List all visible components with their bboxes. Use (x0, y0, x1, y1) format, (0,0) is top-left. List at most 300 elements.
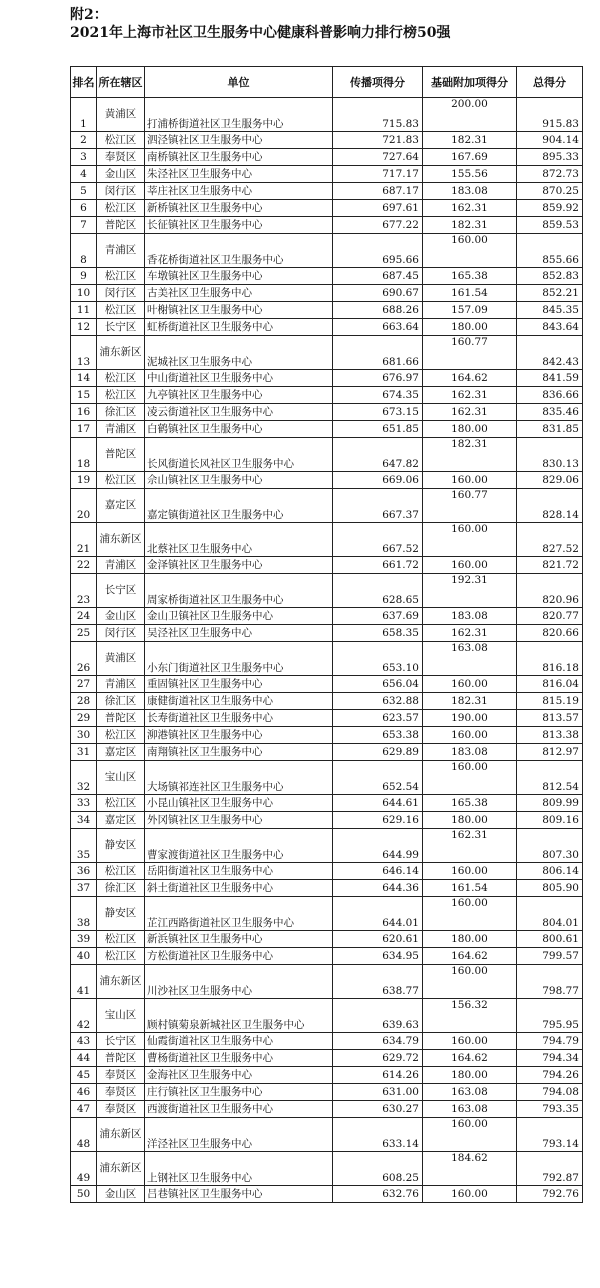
cell-district: 奉贤区 (97, 1101, 145, 1118)
cell-district: 嘉定区 (97, 744, 145, 761)
cell-spread-score: 695.66 (333, 234, 423, 268)
cell-total-score: 836.66 (517, 387, 583, 404)
table-row (71, 268, 583, 285)
cell-unit: 北蔡社区卫生服务中心 (145, 523, 333, 557)
table-row (71, 863, 583, 880)
cell-spread-score: 634.95 (333, 948, 423, 965)
table-row (71, 948, 583, 965)
cell-spread-score: 620.61 (333, 931, 423, 948)
cell-total-score: 794.26 (517, 1067, 583, 1084)
cell-rank: 14 (71, 370, 97, 387)
cell-district: 普陀区 (97, 1050, 145, 1067)
cell-unit: 凌云街道社区卫生服务中心 (145, 404, 333, 421)
cell-bonus-score: 167.69 (423, 149, 517, 166)
cell-rank: 45 (71, 1067, 97, 1084)
cell-district: 长宁区 (97, 319, 145, 336)
table-row (71, 200, 583, 217)
cell-total-score: 872.73 (517, 166, 583, 183)
cell-district: 金山区 (97, 608, 145, 625)
cell-district: 宝山区 (97, 999, 145, 1033)
table-row (71, 1186, 583, 1203)
cell-unit: 泥城社区卫生服务中心 (145, 336, 333, 370)
cell-district: 奉贤区 (97, 1084, 145, 1101)
table-row (71, 285, 583, 302)
cell-unit: 莘庄社区卫生服务中心 (145, 183, 333, 200)
cell-total-score: 805.90 (517, 880, 583, 897)
cell-spread-score: 630.27 (333, 1101, 423, 1118)
cell-district: 静安区 (97, 897, 145, 931)
cell-spread-score: 653.10 (333, 642, 423, 676)
table-row (71, 897, 583, 931)
cell-rank: 1 (71, 98, 97, 132)
cell-district: 松江区 (97, 863, 145, 880)
cell-district: 普陀区 (97, 217, 145, 234)
cell-spread-score: 632.88 (333, 693, 423, 710)
cell-unit: 九亭镇社区卫生服务中心 (145, 387, 333, 404)
cell-bonus-score: 162.31 (423, 829, 517, 863)
cell-rank: 17 (71, 421, 97, 438)
cell-total-score: 794.34 (517, 1050, 583, 1067)
cell-rank: 3 (71, 149, 97, 166)
cell-district: 浦东新区 (97, 965, 145, 999)
cell-spread-score: 673.15 (333, 404, 423, 421)
cell-unit: 庄行镇社区卫生服务中心 (145, 1084, 333, 1101)
cell-spread-score: 647.82 (333, 438, 423, 472)
cell-rank: 36 (71, 863, 97, 880)
cell-rank: 41 (71, 965, 97, 999)
cell-district: 浦东新区 (97, 336, 145, 370)
cell-bonus-score: 161.54 (423, 880, 517, 897)
table-row (71, 727, 583, 744)
cell-unit: 方松街道社区卫生服务中心 (145, 948, 333, 965)
table-row (71, 1050, 583, 1067)
cell-total-score: 915.83 (517, 98, 583, 132)
cell-rank: 49 (71, 1152, 97, 1186)
ranking-table (70, 66, 583, 1203)
cell-bonus-score: 163.08 (423, 642, 517, 676)
table-row (71, 98, 583, 132)
cell-total-score: 828.14 (517, 489, 583, 523)
cell-spread-score: 638.77 (333, 965, 423, 999)
cell-unit: 洋泾社区卫生服务中心 (145, 1118, 333, 1152)
cell-rank: 19 (71, 472, 97, 489)
cell-total-score: 831.85 (517, 421, 583, 438)
cell-bonus-score: 160.00 (423, 676, 517, 693)
cell-district: 黄浦区 (97, 642, 145, 676)
cell-rank: 25 (71, 625, 97, 642)
cell-unit: 南翔镇社区卫生服务中心 (145, 744, 333, 761)
table-row (71, 965, 583, 999)
cell-rank: 18 (71, 438, 97, 472)
cell-rank: 12 (71, 319, 97, 336)
cell-bonus-score: 160.00 (423, 897, 517, 931)
cell-bonus-score: 157.09 (423, 302, 517, 319)
cell-spread-score: 608.25 (333, 1152, 423, 1186)
cell-district: 松江区 (97, 727, 145, 744)
cell-total-score: 816.04 (517, 676, 583, 693)
cell-unit: 周家桥街道社区卫生服务中心 (145, 574, 333, 608)
cell-district: 金山区 (97, 166, 145, 183)
cell-district: 徐汇区 (97, 880, 145, 897)
cell-bonus-score: 182.31 (423, 132, 517, 149)
table-row (71, 149, 583, 166)
cell-total-score: 812.54 (517, 761, 583, 795)
cell-unit: 西渡街道社区卫生服务中心 (145, 1101, 333, 1118)
cell-bonus-score: 165.38 (423, 795, 517, 812)
table-row (71, 387, 583, 404)
cell-total-score: 809.99 (517, 795, 583, 812)
cell-district: 闵行区 (97, 285, 145, 302)
cell-bonus-score: 183.08 (423, 744, 517, 761)
appendix-label: 附2： (70, 7, 108, 23)
cell-rank: 35 (71, 829, 97, 863)
cell-district: 松江区 (97, 302, 145, 319)
cell-rank: 7 (71, 217, 97, 234)
cell-unit: 古美社区卫生服务中心 (145, 285, 333, 302)
cell-spread-score: 628.65 (333, 574, 423, 608)
cell-total-score: 830.13 (517, 438, 583, 472)
table-row (71, 319, 583, 336)
cell-district: 长宁区 (97, 574, 145, 608)
cell-rank: 33 (71, 795, 97, 812)
header-bonus-score: 基础附加项得分 (423, 67, 517, 98)
cell-rank: 37 (71, 880, 97, 897)
cell-spread-score: 637.69 (333, 608, 423, 625)
cell-bonus-score: 160.00 (423, 965, 517, 999)
table-row (71, 1118, 583, 1152)
cell-district: 普陀区 (97, 710, 145, 727)
cell-unit: 上钢社区卫生服务中心 (145, 1152, 333, 1186)
cell-unit: 金山卫镇社区卫生服务中心 (145, 608, 333, 625)
cell-bonus-score: 164.62 (423, 370, 517, 387)
cell-bonus-score: 163.08 (423, 1101, 517, 1118)
cell-rank: 28 (71, 693, 97, 710)
table-row (71, 625, 583, 642)
cell-total-score: 820.96 (517, 574, 583, 608)
cell-unit: 外冈镇社区卫生服务中心 (145, 812, 333, 829)
cell-total-score: 852.21 (517, 285, 583, 302)
header-total-score: 总得分 (517, 67, 583, 98)
table-row (71, 1033, 583, 1050)
cell-bonus-score: 160.00 (423, 863, 517, 880)
cell-total-score: 870.25 (517, 183, 583, 200)
cell-rank: 20 (71, 489, 97, 523)
cell-spread-score: 697.61 (333, 200, 423, 217)
cell-unit: 泗泾镇社区卫生服务中心 (145, 132, 333, 149)
cell-unit: 长征镇社区卫生服务中心 (145, 217, 333, 234)
cell-spread-score: 727.64 (333, 149, 423, 166)
cell-district: 松江区 (97, 370, 145, 387)
cell-rank: 43 (71, 1033, 97, 1050)
cell-bonus-score: 160.00 (423, 727, 517, 744)
cell-spread-score: 644.36 (333, 880, 423, 897)
table-row (71, 608, 583, 625)
cell-bonus-score: 160.00 (423, 1033, 517, 1050)
table-row (71, 642, 583, 676)
cell-spread-score: 629.16 (333, 812, 423, 829)
cell-district: 浦东新区 (97, 523, 145, 557)
cell-unit: 顾村镇菊泉新城社区卫生服务中心 (145, 999, 333, 1033)
cell-spread-score: 717.17 (333, 166, 423, 183)
cell-district: 松江区 (97, 132, 145, 149)
cell-rank: 2 (71, 132, 97, 149)
cell-district: 奉贤区 (97, 149, 145, 166)
cell-rank: 48 (71, 1118, 97, 1152)
cell-bonus-score: 182.31 (423, 438, 517, 472)
cell-bonus-score: 182.31 (423, 217, 517, 234)
cell-rank: 32 (71, 761, 97, 795)
cell-total-score: 800.61 (517, 931, 583, 948)
cell-district: 闵行区 (97, 625, 145, 642)
cell-spread-score: 623.57 (333, 710, 423, 727)
cell-unit: 金海社区卫生服务中心 (145, 1067, 333, 1084)
cell-spread-score: 667.37 (333, 489, 423, 523)
table-row (71, 812, 583, 829)
cell-bonus-score: 165.38 (423, 268, 517, 285)
table-row (71, 744, 583, 761)
cell-bonus-score: 162.31 (423, 625, 517, 642)
table-row (71, 234, 583, 268)
table-row (71, 217, 583, 234)
table-row (71, 574, 583, 608)
cell-unit: 仙霞街道社区卫生服务中心 (145, 1033, 333, 1050)
cell-total-score: 813.57 (517, 710, 583, 727)
cell-total-score: 809.16 (517, 812, 583, 829)
cell-total-score: 820.66 (517, 625, 583, 642)
cell-unit: 曹家渡街道社区卫生服务中心 (145, 829, 333, 863)
cell-unit: 打浦桥街道社区卫生服务中心 (145, 98, 333, 132)
cell-rank: 31 (71, 744, 97, 761)
cell-district: 松江区 (97, 387, 145, 404)
table-row (71, 370, 583, 387)
cell-spread-score: 687.45 (333, 268, 423, 285)
cell-rank: 10 (71, 285, 97, 302)
cell-rank: 44 (71, 1050, 97, 1067)
table-row (71, 676, 583, 693)
cell-total-score: 792.87 (517, 1152, 583, 1186)
cell-rank: 21 (71, 523, 97, 557)
cell-spread-score: 634.79 (333, 1033, 423, 1050)
cell-unit: 吕巷镇社区卫生服务中心 (145, 1186, 333, 1203)
cell-district: 黄浦区 (97, 98, 145, 132)
table-row (71, 931, 583, 948)
cell-spread-score: 633.14 (333, 1118, 423, 1152)
cell-total-score: 795.95 (517, 999, 583, 1033)
cell-unit: 佘山镇社区卫生服务中心 (145, 472, 333, 489)
cell-district: 松江区 (97, 795, 145, 812)
cell-spread-score: 646.14 (333, 863, 423, 880)
cell-district: 松江区 (97, 948, 145, 965)
cell-bonus-score: 190.00 (423, 710, 517, 727)
cell-unit: 金泽镇社区卫生服务中心 (145, 557, 333, 574)
cell-total-score: 816.18 (517, 642, 583, 676)
cell-spread-score: 661.72 (333, 557, 423, 574)
cell-total-score: 842.43 (517, 336, 583, 370)
table-row (71, 523, 583, 557)
header-district: 所在辖区 (97, 67, 145, 98)
table-row (71, 183, 583, 200)
cell-bonus-score: 180.00 (423, 1067, 517, 1084)
cell-total-score: 845.35 (517, 302, 583, 319)
cell-spread-score: 687.17 (333, 183, 423, 200)
cell-bonus-score: 160.00 (423, 1186, 517, 1203)
cell-unit: 中山街道社区卫生服务中心 (145, 370, 333, 387)
table-row (71, 795, 583, 812)
table-row (71, 999, 583, 1033)
cell-bonus-score: 184.62 (423, 1152, 517, 1186)
cell-spread-score: 632.76 (333, 1186, 423, 1203)
cell-unit: 白鹤镇社区卫生服务中心 (145, 421, 333, 438)
table-row (71, 1152, 583, 1186)
cell-rank: 6 (71, 200, 97, 217)
cell-spread-score: 715.83 (333, 98, 423, 132)
table-row (71, 710, 583, 727)
cell-rank: 27 (71, 676, 97, 693)
table-row (71, 336, 583, 370)
cell-total-score: 859.92 (517, 200, 583, 217)
cell-district: 静安区 (97, 829, 145, 863)
cell-district: 青浦区 (97, 676, 145, 693)
cell-total-score: 804.01 (517, 897, 583, 931)
cell-spread-score: 658.35 (333, 625, 423, 642)
cell-spread-score: 644.61 (333, 795, 423, 812)
cell-bonus-score: 183.08 (423, 183, 517, 200)
cell-spread-score: 674.35 (333, 387, 423, 404)
cell-bonus-score: 192.31 (423, 574, 517, 608)
cell-spread-score: 656.04 (333, 676, 423, 693)
table-row (71, 1067, 583, 1084)
cell-district: 浦东新区 (97, 1118, 145, 1152)
table-row (71, 404, 583, 421)
cell-rank: 4 (71, 166, 97, 183)
cell-district: 青浦区 (97, 421, 145, 438)
cell-bonus-score: 182.31 (423, 693, 517, 710)
cell-rank: 34 (71, 812, 97, 829)
cell-rank: 11 (71, 302, 97, 319)
cell-rank: 24 (71, 608, 97, 625)
table-row (71, 761, 583, 795)
cell-total-score: 827.52 (517, 523, 583, 557)
cell-unit: 川沙社区卫生服务中心 (145, 965, 333, 999)
table-row (71, 166, 583, 183)
cell-district: 松江区 (97, 931, 145, 948)
cell-unit: 岳阳街道社区卫生服务中心 (145, 863, 333, 880)
cell-bonus-score: 180.00 (423, 319, 517, 336)
cell-unit: 车墩镇社区卫生服务中心 (145, 268, 333, 285)
cell-unit: 南桥镇社区卫生服务中心 (145, 149, 333, 166)
cell-total-score: 895.33 (517, 149, 583, 166)
cell-bonus-score: 160.00 (423, 472, 517, 489)
table-row (71, 438, 583, 472)
cell-bonus-score: 160.77 (423, 336, 517, 370)
table-row (71, 880, 583, 897)
cell-rank: 39 (71, 931, 97, 948)
cell-unit: 小东门街道社区卫生服务中心 (145, 642, 333, 676)
table-row (71, 472, 583, 489)
cell-bonus-score: 164.62 (423, 1050, 517, 1067)
cell-unit: 斜土街道社区卫生服务中心 (145, 880, 333, 897)
cell-total-score: 793.14 (517, 1118, 583, 1152)
header-spread-score: 传播项得分 (333, 67, 423, 98)
cell-district: 松江区 (97, 200, 145, 217)
cell-spread-score: 631.00 (333, 1084, 423, 1101)
cell-district: 宝山区 (97, 761, 145, 795)
cell-unit: 香花桥街道社区卫生服务中心 (145, 234, 333, 268)
page-title: 2021年上海市社区卫生服务中心健康科普影响力排行榜50强 (70, 25, 451, 41)
cell-district: 嘉定区 (97, 812, 145, 829)
cell-district: 金山区 (97, 1186, 145, 1203)
cell-rank: 46 (71, 1084, 97, 1101)
cell-total-score: 794.79 (517, 1033, 583, 1050)
cell-district: 闵行区 (97, 183, 145, 200)
cell-bonus-score: 161.54 (423, 285, 517, 302)
cell-bonus-score: 200.00 (423, 98, 517, 132)
table-row (71, 421, 583, 438)
cell-rank: 23 (71, 574, 97, 608)
cell-spread-score: 629.72 (333, 1050, 423, 1067)
cell-rank: 29 (71, 710, 97, 727)
header-rank: 排名 (71, 67, 97, 98)
cell-spread-score: 639.63 (333, 999, 423, 1033)
table-row (71, 302, 583, 319)
cell-district: 青浦区 (97, 234, 145, 268)
cell-district: 嘉定区 (97, 489, 145, 523)
cell-unit: 长风街道长风社区卫生服务中心 (145, 438, 333, 472)
cell-bonus-score: 160.00 (423, 761, 517, 795)
table-row (71, 1101, 583, 1118)
cell-total-score: 852.83 (517, 268, 583, 285)
cell-spread-score: 651.85 (333, 421, 423, 438)
cell-rank: 13 (71, 336, 97, 370)
cell-bonus-score: 162.31 (423, 387, 517, 404)
cell-bonus-score: 160.77 (423, 489, 517, 523)
cell-unit: 新浜镇社区卫生服务中心 (145, 931, 333, 948)
cell-bonus-score: 156.32 (423, 999, 517, 1033)
cell-total-score: 806.14 (517, 863, 583, 880)
cell-rank: 38 (71, 897, 97, 931)
cell-rank: 47 (71, 1101, 97, 1118)
cell-total-score: 820.77 (517, 608, 583, 625)
table-row (71, 557, 583, 574)
table-row (71, 489, 583, 523)
table-row (71, 829, 583, 863)
cell-rank: 50 (71, 1186, 97, 1203)
cell-district: 浦东新区 (97, 1152, 145, 1186)
cell-total-score: 841.59 (517, 370, 583, 387)
cell-bonus-score: 180.00 (423, 931, 517, 948)
cell-unit: 大场镇祁连社区卫生服务中心 (145, 761, 333, 795)
cell-unit: 叶榭镇社区卫生服务中心 (145, 302, 333, 319)
cell-bonus-score: 163.08 (423, 1084, 517, 1101)
table-row (71, 132, 583, 149)
cell-bonus-score: 155.56 (423, 166, 517, 183)
cell-total-score: 855.66 (517, 234, 583, 268)
cell-unit: 曹杨街道社区卫生服务中心 (145, 1050, 333, 1067)
header-unit: 单位 (145, 67, 333, 98)
cell-district: 奉贤区 (97, 1067, 145, 1084)
cell-unit: 嘉定镇街道社区卫生服务中心 (145, 489, 333, 523)
cell-spread-score: 690.67 (333, 285, 423, 302)
cell-spread-score: 653.38 (333, 727, 423, 744)
cell-spread-score: 644.99 (333, 829, 423, 863)
cell-total-score: 904.14 (517, 132, 583, 149)
cell-total-score: 821.72 (517, 557, 583, 574)
cell-rank: 42 (71, 999, 97, 1033)
cell-district: 松江区 (97, 472, 145, 489)
cell-total-score: 792.76 (517, 1186, 583, 1203)
cell-rank: 30 (71, 727, 97, 744)
cell-unit: 朱泾社区卫生服务中心 (145, 166, 333, 183)
